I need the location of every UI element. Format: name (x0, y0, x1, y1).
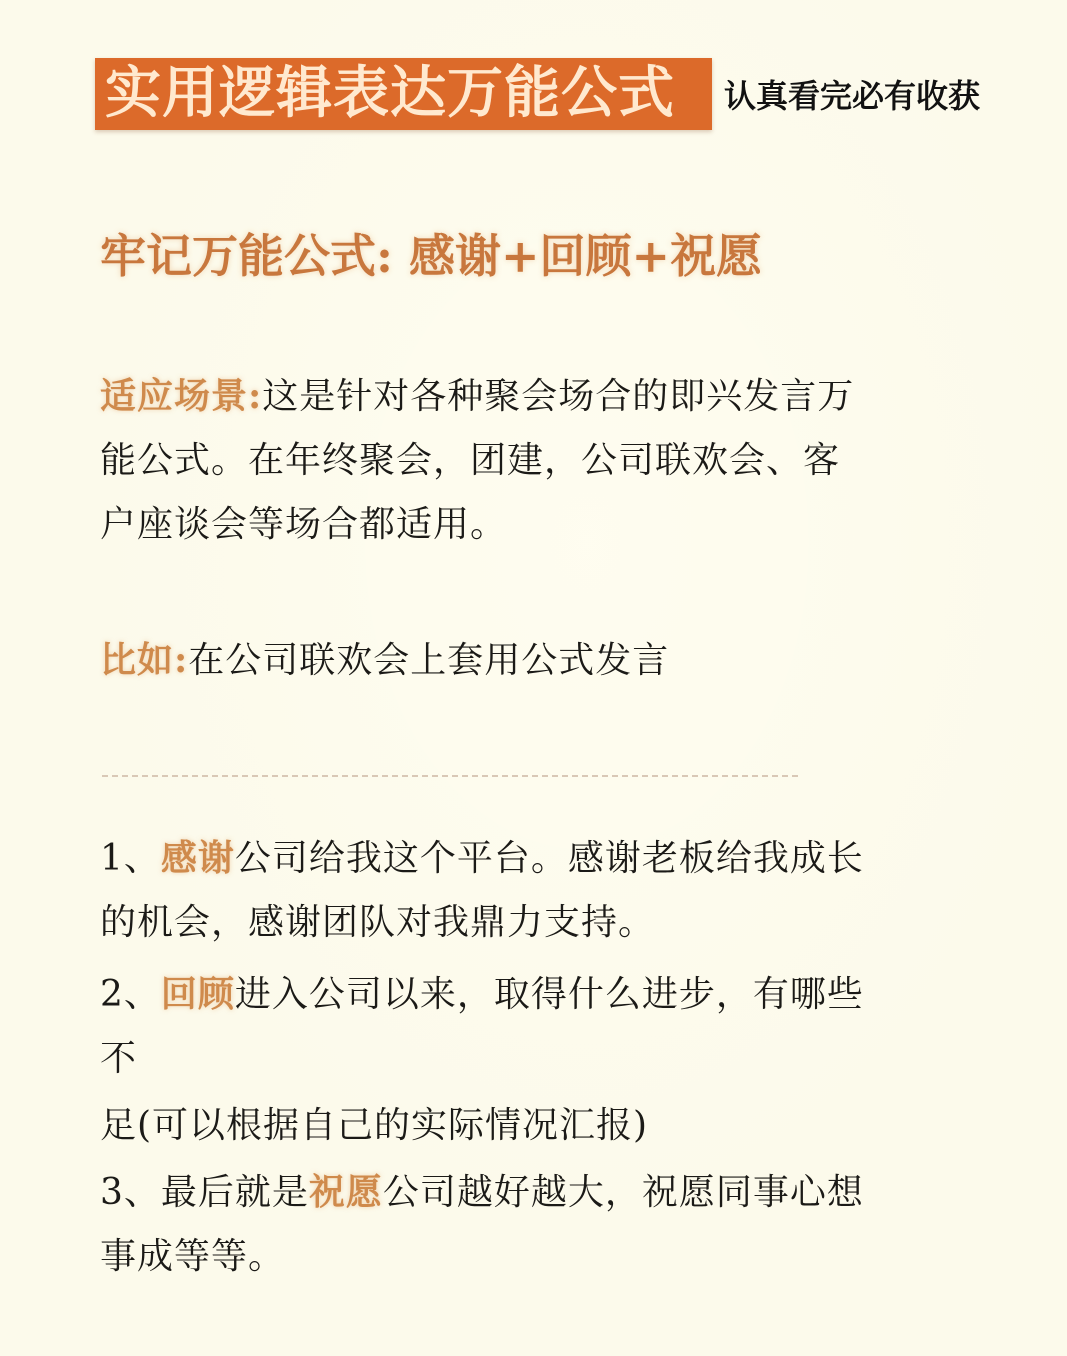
scene-paragraph (100, 364, 980, 557)
item-1-text: 公司给我这个平台。感谢老板给我成长 (234, 838, 864, 879)
item-1-prefix: 1、 (100, 838, 161, 879)
page-subtitle: 认真看完必有收获 (724, 77, 981, 115)
example-label: 比如: (100, 639, 189, 681)
item-2-text: 进入公司以来，取得什么进步，有哪些 (234, 974, 864, 1015)
item-3-line-1 (100, 1160, 980, 1225)
item-3-text: 公司越好越大，祝愿同事心想 (382, 1172, 864, 1213)
example-text: 在公司联欢会上套用公式发言 (188, 640, 670, 681)
item-3-keyword: 祝愿 (308, 1171, 383, 1213)
item-3-line-2: 事成等等。 (100, 1236, 286, 1277)
list-item-2-continued (100, 1094, 980, 1158)
title-banner (95, 58, 712, 130)
item-1-line-1 (100, 826, 980, 891)
dashed-divider (102, 775, 798, 777)
example-line (100, 628, 980, 693)
scene-line-1 (100, 364, 980, 429)
list-item-1 (100, 826, 980, 955)
list-item-2 (100, 962, 980, 1091)
item-3-prefix: 3、最后就是 (100, 1172, 309, 1213)
page-title: 实用逻辑表达万能公式 (105, 61, 675, 126)
item-2-keyword: 回顾 (160, 973, 235, 1015)
scene-line-2: 能公式。在年终聚会，团建，公司联欢会、客 (100, 440, 841, 481)
scene-text-1: 这是针对各种聚会场合的即兴发言万 (262, 376, 855, 417)
item-2-line-3: 足(可以根据自己的实际情况汇报) (100, 1105, 649, 1146)
scene-line-3: 户座谈会等场合都适用。 (100, 504, 508, 545)
item-2-line-2: 不 (100, 1038, 138, 1079)
scene-label: 适应场景: (100, 375, 263, 417)
formula-heading: 牢记万能公式: 感谢+回顾+祝愿 (100, 229, 763, 283)
item-1-line-2: 的机会，感谢团队对我鼎力支持。 (100, 902, 656, 943)
item-2-prefix: 2、 (100, 974, 161, 1015)
item-1-keyword: 感谢 (160, 837, 235, 879)
example-paragraph (100, 628, 980, 693)
item-2-line-1 (100, 962, 980, 1027)
list-item-3 (100, 1160, 980, 1289)
